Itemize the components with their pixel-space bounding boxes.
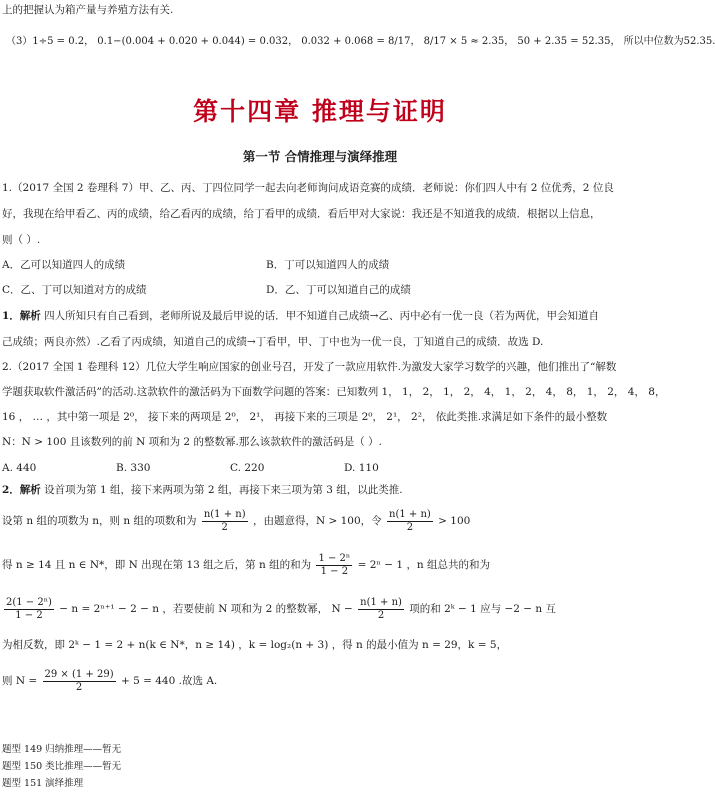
fraction-group-sum: $\frac{n(1 + n)}{2}$ — [203, 508, 246, 533]
fraction-total-sum: $\frac{\text{2(1 − 2ⁿ)}}{1 - 2}$ — [6, 596, 52, 621]
question-1-option-a: A．乙可以知道四人的成绩 — [2, 259, 126, 271]
answer-2-line-3: 得 n ≥ 14 且 n ∈ N*，即 N 出现在第 13 组之后，第 n 组的和为 $\frac{\text{1 − 2ⁿ}}{1 - 2}$ = 2ⁿ − 1 ，n 组总共的和为 — [2, 552, 491, 577]
answer-2-line-2: 设第 n 组的项数为 n，则 n 组的项数和为 $\frac{n(1 + n)}{2}$ ，由题意得，N > 100，令 $\frac{n(1 + n)}{2}$ > 100 — [2, 508, 471, 533]
question-2-line-3: 16 ， … ，其中第一项是 2⁰， 接下来的两项是 2⁰， 2¹， 再接下来的三项是 2⁰， 2¹， 2²， 依此类推.求满足如下条件的最小整数 — [2, 411, 608, 423]
question-2-option-c: C. 220 — [230, 462, 265, 474]
chapter-title: 第十四章 推理与证明 — [193, 97, 447, 126]
topic-149: 题型 149 归纳推理——暂无 — [2, 744, 122, 755]
question-2-option-d: D. 110 — [344, 462, 379, 474]
answer-1-line-2: 己成绩；两良亦然）.乙看了丙成绩，知道自己的成绩→丁看甲，甲、丁中也为一优一良，丁知道自己的成绩．故选 D. — [2, 336, 544, 348]
question-2-option-b: B. 330 — [116, 462, 151, 474]
answer-1-label: 1．解析 — [2, 310, 41, 322]
question-1-line-1: 1.（2017 全国 2 卷理科 7）甲、乙、丙、丁四位同学一起去向老师询问成语竞赛的成绩．老师说：你们四人中有 2 位优秀，2 位良 — [2, 182, 614, 194]
intro-text: 上的把握认为箱产量与养殖方法有关. — [2, 4, 174, 16]
fraction-final-answer: $\frac{29 \times (1 + 29)}{2}$ — [44, 668, 114, 693]
answer-2-label: 2．解析 — [2, 484, 41, 496]
topic-150: 题型 150 类比推理——暂无 — [2, 761, 122, 772]
question-1-option-c: C．乙、丁可以知道对方的成绩 — [2, 284, 147, 296]
answer-1-line-1: 1．解析 四人所知只有自己看到，老师所说及最后甲说的话．甲不知道自己成绩→乙、丙中必有一优一良（若为两优，甲会知道自 — [2, 310, 599, 322]
question-2-line-2: 学题获取软件激活码”的活动.这款软件的激活码为下面数学问题的答案：已知数列 1， 1， 2， 1， 2， 4， 1， 2， 4， 8， 1， 2， 4， 8， — [2, 386, 666, 398]
answer-2-line-4: $\frac{\text{2(1 − 2ⁿ)}}{1 - 2}$ − n = 2ⁿ⁺¹ − 2 − n ，若要使前 N 项和为 2 的整数幂， N − $\frac{n(1 + n)}{2}$ 项的和 2ᵏ − 1 应与 −2 − n 互 — [6, 596, 556, 621]
question-1-line-3: 则（ ）. — [2, 234, 41, 246]
question-1-option-d: D．乙、丁可以知道自己的成绩 — [266, 284, 411, 296]
answer-2-line-6: 则 N = $\frac{29 \times (1 + 29)}{2}$ + 5 = 440 .故选 A. — [2, 668, 218, 693]
question-2-line-1: 2.（2017 全国 1 卷理科 12）几位大学生响应国家的创业号召，开发了一款应用软件.为激发大家学习数学的兴趣，他们推出了“解数 — [2, 361, 617, 373]
fraction-group-total: $\frac{\text{1 − 2ⁿ}}{1 - 2}$ — [318, 552, 351, 577]
question-2-line-4: N：N > 100 且该数列的前 N 项和为 2 的整数幂.那么该款软件的激活码是（ ）. — [2, 436, 382, 448]
question-1-option-b: B．丁可以知道四人的成绩 — [266, 259, 390, 271]
fraction-remaining-terms: $\frac{n(1 + n)}{2}$ — [360, 596, 402, 621]
topic-151: 题型 151 演绎推理 — [2, 778, 84, 789]
median-calculation: （3）1÷5 = 0.2， 0.1−(0.004 + 0.020 + 0.044) = 0.032， 0.032 + 0.068 = 8/17， 8/17 × 5 ≈ 2.35， 50 + 2.35 = 52.35， 所以中位数为52.35. — [6, 36, 715, 47]
section-title: 第一节 合情推理与演绎推理 — [242, 149, 398, 164]
question-2-option-a: A. 440 — [2, 462, 37, 474]
answer-2-line-5: 为相反数，即 2ᵏ − 1 = 2 + n(k ∈ N*，n ≥ 14) ，k = log₂(n + 3) ，得 n 的最小值为 n = 29，k = 5， — [2, 639, 508, 651]
fraction-inequality: $\frac{n(1 + n)}{2}$ — [389, 508, 431, 533]
question-1-line-2: 好，我现在给甲看乙、丙的成绩，给乙看丙的成绩，给丁看甲的成绩．看后甲对大家说：我还是不知道我的成绩．根据以上信息， — [2, 208, 601, 220]
answer-2-line-1: 2．解析 设首项为第 1 组，接下来两项为第 2 组，再接下来三项为第 3 组，以此类推. — [2, 484, 403, 496]
